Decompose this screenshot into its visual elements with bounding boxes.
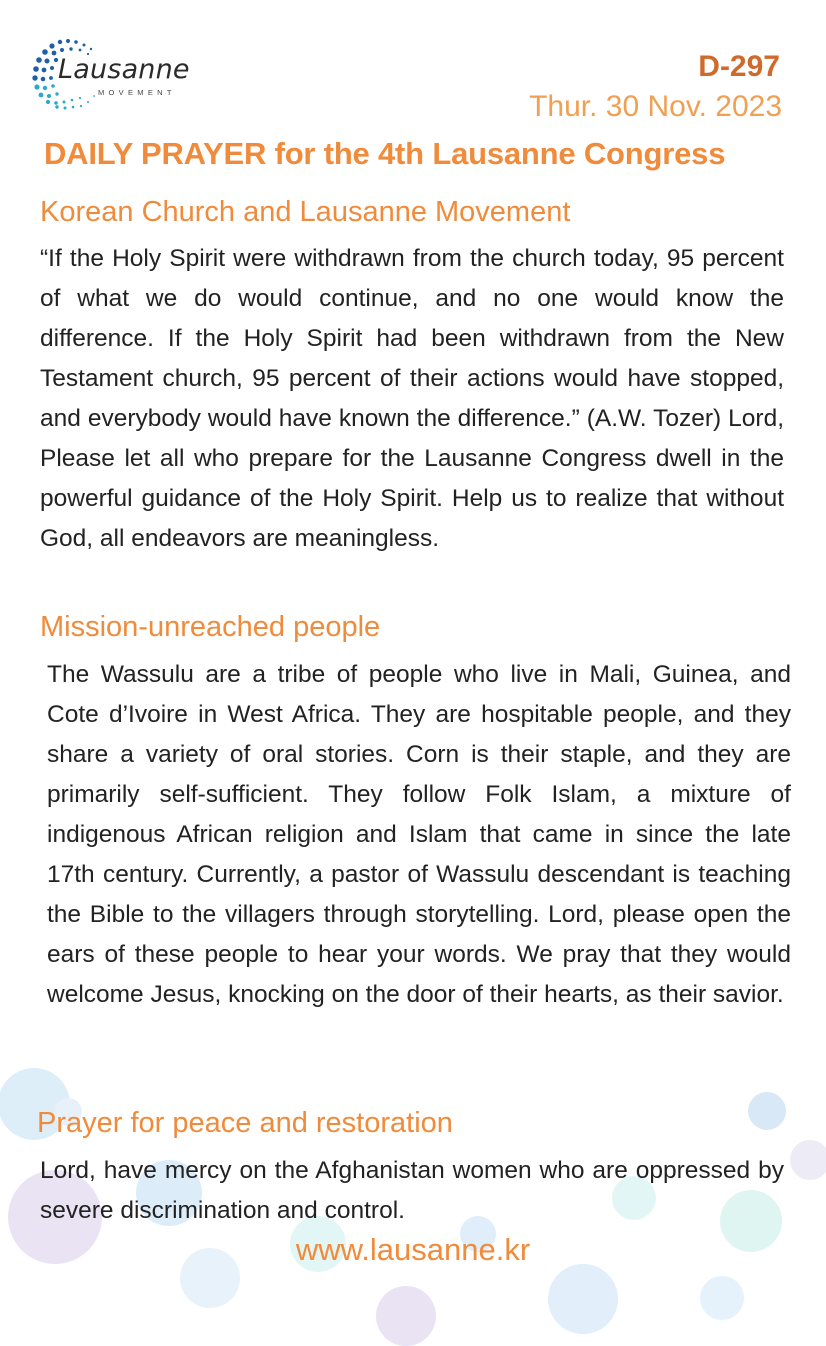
- section-body-korean-church: “If the Holy Spirit were withdrawn from the church today, 95 percent of what we do would continue, and no one would know the difference. If the Holy Spirit had been withdrawn from the New Testament church, 95 percent of their actions would have stopped, and everybody would have known the difference.” (A.W. Tozer) Lord, Please let all who prepare for the Lausanne Congress dwell in the powerful guidance of the Holy Spirit. Help us to realize that without God, all endeavors are meaningless.: [40, 245, 784, 552]
- decorative-bubble: [700, 1276, 744, 1320]
- section-title-unreached-people: Mission-unreached people: [40, 611, 381, 643]
- decorative-bubble: [548, 1264, 618, 1334]
- logo-wordmark: Lausanne: [58, 54, 190, 85]
- d-day-counter: D-297: [698, 50, 780, 83]
- section-body-peace-restoration: Lord, have mercy on the Afghanistan women who are oppressed by severe discrimination and control.: [40, 1157, 784, 1224]
- date-label: Thur. 30 Nov. 2023: [529, 90, 782, 123]
- logo-subtitle: MOVEMENT: [98, 88, 176, 97]
- section-title-korean-church: Korean Church and Lausanne Movement: [40, 196, 571, 228]
- decorative-bubble: [790, 1140, 826, 1180]
- decorative-bubble: [376, 1286, 436, 1346]
- page-title: DAILY PRAYER for the 4th Lausanne Congress: [44, 136, 726, 171]
- lausanne-movement-logo: [30, 36, 210, 112]
- section-title-peace-restoration: Prayer for peace and restoration: [37, 1107, 453, 1139]
- section-body-unreached-people: The Wassulu are a tribe of people who live in Mali, Guinea, and Cote d’Ivoire in West Africa. They are hospitable people, and they share a variety of oral stories. Corn is their staple, and they are primarily self-sufficient. They follow Folk Islam, a mixture of indigenous African religion and Islam that came in since the late 17th century. Currently, a pastor of Wassulu descendant is teaching the Bible to the villagers through storytelling. Lord, please open the ears of these people to hear your words. We pray that they would welcome Jesus, knocking on the door of their hearts, as their savior.: [47, 661, 791, 1008]
- website-link[interactable]: www.lausanne.kr: [295, 1232, 531, 1267]
- decorative-bubble: [748, 1092, 786, 1130]
